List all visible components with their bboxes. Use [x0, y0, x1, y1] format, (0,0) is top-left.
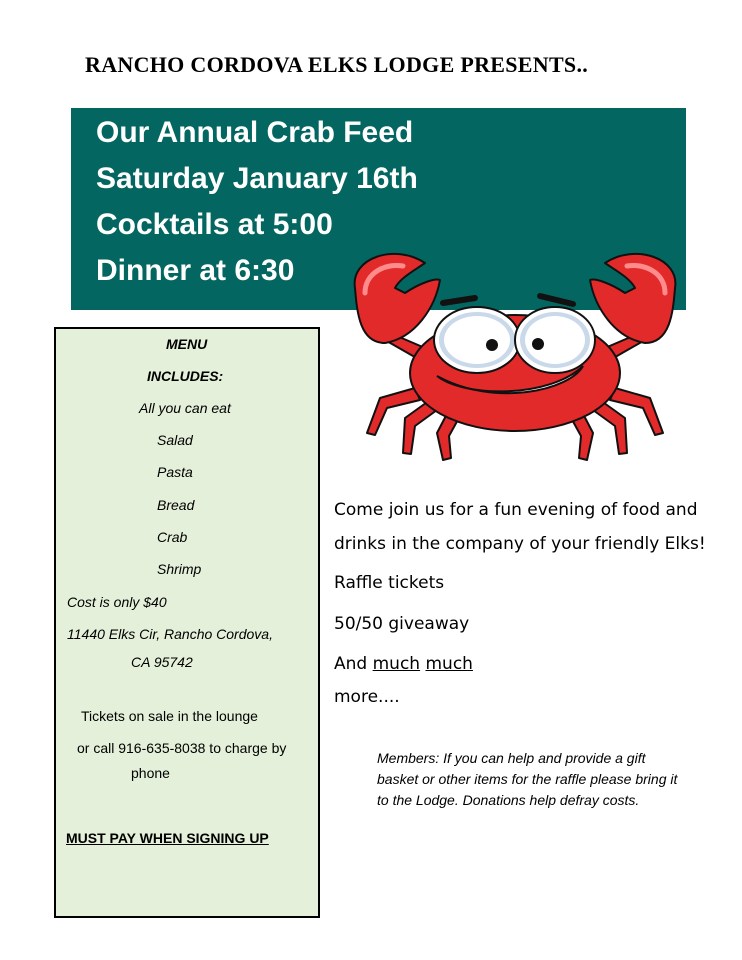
menu-item-pasta: Pasta — [157, 464, 193, 480]
menu-must-pay: MUST PAY WHEN SIGNING UP — [66, 830, 269, 846]
menu-item-salad: Salad — [157, 432, 193, 448]
menu-box — [54, 327, 320, 918]
menu-tickets-line: Tickets on sale in the lounge — [81, 708, 258, 724]
and-prefix: And — [334, 654, 373, 674]
banner-dinner: Dinner at 6:30 — [96, 254, 295, 287]
menu-call-line2: phone — [131, 765, 170, 781]
page-title: RANCHO CORDOVA ELKS LODGE PRESENTS.. — [85, 52, 589, 77]
much-first: much — [372, 654, 421, 674]
giveaway: 50/50 giveaway — [334, 614, 470, 634]
menu-item-shrimp: Shrimp — [157, 561, 202, 577]
menu-item-crab: Crab — [157, 529, 188, 545]
banner-date: Saturday January 16th — [96, 162, 418, 195]
invite-line2: drinks in the company of your friendly Elks! — [334, 534, 706, 554]
crab-icon — [345, 248, 685, 463]
more-text: more.... — [334, 687, 400, 707]
invite-line1: Come join us for a fun evening of food and — [334, 500, 698, 520]
menu-cost: Cost is only $40 — [67, 594, 167, 610]
raffle-tickets: Raffle tickets — [334, 573, 445, 593]
menu-address-line1: 11440 Elks Cir, Rancho Cordova, — [67, 626, 273, 642]
members-note: Members: If you can help and provide a gift basket or other items for the raffle please bring it to the Lodge. Donations help defray costs. — [377, 750, 678, 808]
menu-address-line2: CA 95742 — [131, 654, 193, 670]
menu-includes-heading: INCLUDES: — [147, 368, 224, 384]
banner-title: Our Annual Crab Feed — [96, 116, 414, 149]
and-much-much — [334, 654, 473, 674]
menu-all-you-can-eat: All you can eat — [139, 400, 231, 416]
much-second: much — [425, 654, 473, 674]
banner-cocktails: Cocktails at 5:00 — [96, 208, 333, 241]
menu-call-line1: or call 916-635-8038 to charge by — [77, 740, 287, 756]
menu-item-bread: Bread — [157, 497, 195, 513]
menu-heading: MENU — [166, 336, 208, 352]
